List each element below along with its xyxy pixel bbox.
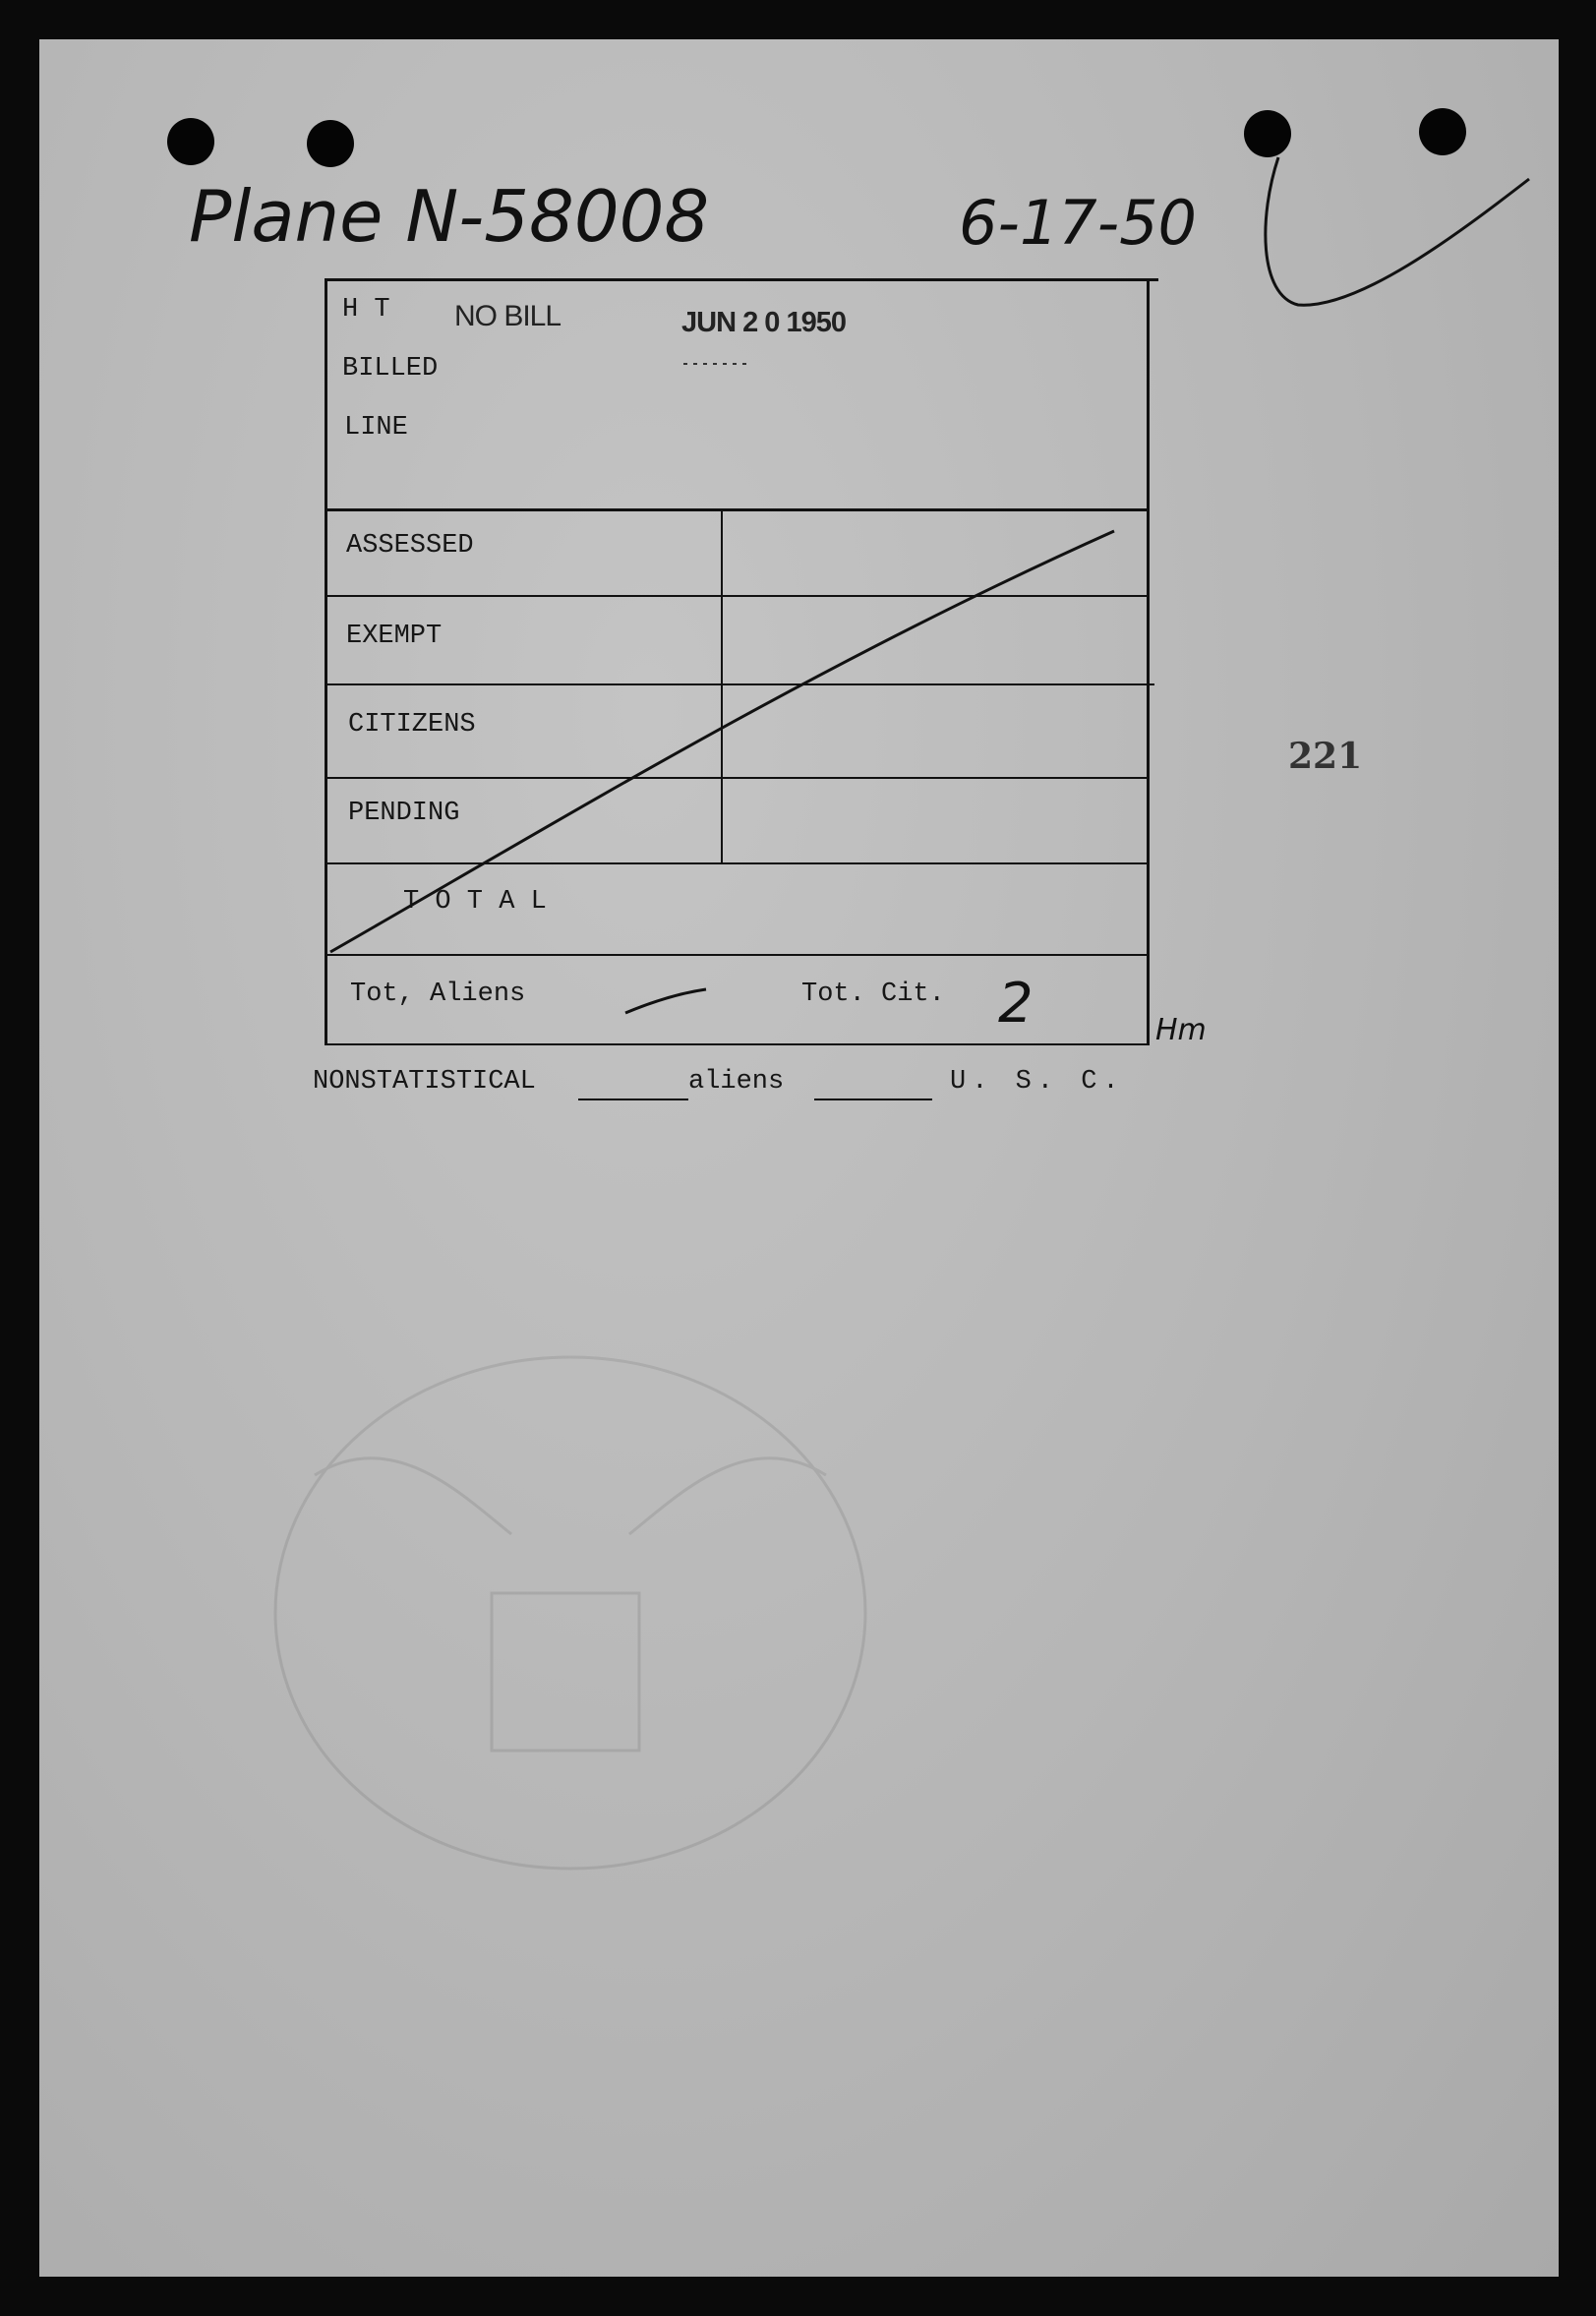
form-label-total: T O T A L bbox=[403, 887, 547, 917]
paper-clip-wire bbox=[1266, 157, 1529, 305]
form-label-assessed: ASSESSED bbox=[346, 531, 474, 561]
form-label-ht: H T bbox=[342, 295, 390, 325]
no-bill-stamp: NO BILL bbox=[454, 300, 562, 332]
form-label-exempt: EXEMPT bbox=[346, 622, 443, 651]
aliens-label: aliens bbox=[688, 1067, 785, 1097]
nonstatistical-label: NONSTATISTICAL bbox=[313, 1067, 536, 1097]
form-label-line: LINE bbox=[344, 413, 408, 443]
date-stamp: JUN 2 0 1950 bbox=[681, 307, 846, 338]
initials: Hm bbox=[1155, 1013, 1207, 1047]
tot-cit-label: Tot. Cit. bbox=[801, 980, 945, 1009]
form-label-billed: BILLED bbox=[342, 354, 439, 384]
plane-number: Plane N-58008 bbox=[189, 175, 710, 258]
cancel-stroke bbox=[330, 531, 1114, 952]
handwritten-date: 6-17-50 bbox=[959, 187, 1197, 259]
tot-cit-value: 2 bbox=[998, 972, 1034, 1036]
page-number: 221 bbox=[1288, 736, 1363, 777]
form-label-citizens: CITIZENS bbox=[348, 710, 476, 740]
usc-label: U. S. C. bbox=[950, 1067, 1125, 1097]
tot-aliens-label: Tot, Aliens bbox=[350, 980, 526, 1009]
tot-aliens-dash bbox=[625, 989, 706, 1013]
seal-watermark bbox=[275, 1357, 865, 1869]
form-label-pending: PENDING bbox=[348, 799, 460, 828]
